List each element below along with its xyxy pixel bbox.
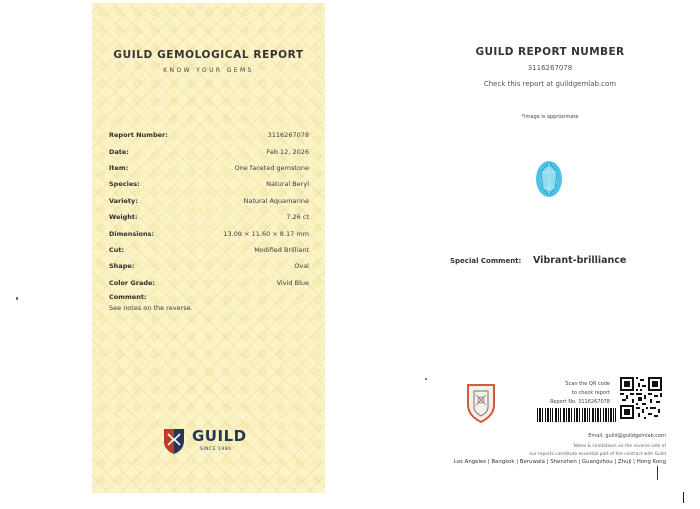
guild-wordmark: GUILD bbox=[192, 427, 247, 445]
field-report-number bbox=[109, 127, 309, 143]
field-value: Feb 12, 2026 bbox=[266, 147, 309, 156]
field-value: Natural Aquamarine bbox=[243, 196, 309, 205]
barcode bbox=[537, 408, 616, 422]
hologram-badge-icon bbox=[464, 381, 498, 425]
image-note: *Image is approximate bbox=[521, 114, 579, 120]
field-label: Dimensions: bbox=[109, 229, 155, 238]
comment-label: Comment: bbox=[109, 293, 147, 301]
divider bbox=[683, 492, 684, 503]
field-cut bbox=[109, 242, 309, 258]
field-species bbox=[109, 176, 309, 192]
field-label: Item: bbox=[109, 163, 129, 172]
notes-limitations bbox=[450, 443, 666, 459]
shield-icon bbox=[162, 427, 186, 455]
guild-logo bbox=[162, 427, 262, 457]
scan-line: to check report bbox=[571, 390, 610, 396]
scan-speck bbox=[16, 297, 18, 300]
office-locations: Los Angeles | Bangkok | Beruwala | Shenzhen | Guangzhou | Zhuji | Hong Kong bbox=[453, 459, 666, 465]
verify-text: Check this report at guildgemlab.com bbox=[483, 80, 617, 88]
comment-text: See notes on the reverse. bbox=[109, 304, 193, 312]
field-value: One faceted gemstone bbox=[234, 163, 309, 172]
report-number: 3116267078 bbox=[527, 64, 573, 72]
field-label: Variety: bbox=[109, 196, 138, 205]
field-label: Color Grade: bbox=[109, 278, 155, 287]
scan-line: Scan the QR code bbox=[565, 381, 610, 387]
report-title: GUILD GEMOLOGICAL REPORT bbox=[113, 49, 304, 61]
field-label: Report Number: bbox=[109, 131, 168, 140]
field-color-grade bbox=[109, 275, 309, 291]
gemstone-image bbox=[534, 158, 564, 200]
field-label: Weight: bbox=[109, 213, 138, 222]
field-shape bbox=[109, 258, 309, 274]
divider bbox=[657, 466, 658, 480]
field-item bbox=[109, 160, 309, 176]
special-comment-label: Special Comment: bbox=[450, 257, 522, 265]
field-value: 7.26 ct bbox=[286, 213, 309, 222]
field-label: Cut: bbox=[109, 245, 125, 254]
report-front-panel bbox=[92, 3, 325, 493]
field-weight bbox=[109, 209, 309, 225]
notes-line: our reports constitute essential part of the contract with Guild bbox=[529, 452, 666, 457]
guild-since: SINCE 1980 bbox=[200, 447, 232, 452]
contact-email: Email: guild@guildgemlab.com bbox=[588, 433, 666, 439]
scan-line: Report No. 3116267078 bbox=[550, 399, 610, 405]
field-value: Vivid Blue bbox=[276, 278, 309, 287]
field-label: Date: bbox=[109, 147, 129, 156]
field-label: Species: bbox=[109, 180, 140, 189]
qr-code bbox=[620, 377, 662, 419]
field-value: Oval bbox=[294, 262, 309, 271]
report-fields bbox=[109, 127, 309, 291]
notes-line: Notes & Limitations on the reverse side of bbox=[573, 444, 666, 449]
report-tagline: KNOW YOUR GEMS bbox=[163, 67, 254, 74]
scan-instructions bbox=[530, 380, 610, 407]
field-label: Shape: bbox=[109, 262, 135, 271]
field-variety bbox=[109, 193, 309, 209]
field-dimensions bbox=[109, 225, 309, 241]
field-value: Modified Brilliant bbox=[254, 245, 309, 254]
special-comment-value: Vibrant-brilliance bbox=[533, 255, 627, 266]
field-date bbox=[109, 143, 309, 159]
field-value: 3116267078 bbox=[267, 131, 309, 140]
field-value: Natural Beryl bbox=[266, 180, 309, 189]
scan-speck bbox=[425, 378, 427, 380]
field-value: 13.09 × 11.60 × 8.17 mm bbox=[223, 229, 309, 238]
report-number-title: GUILD REPORT NUMBER bbox=[475, 46, 625, 58]
